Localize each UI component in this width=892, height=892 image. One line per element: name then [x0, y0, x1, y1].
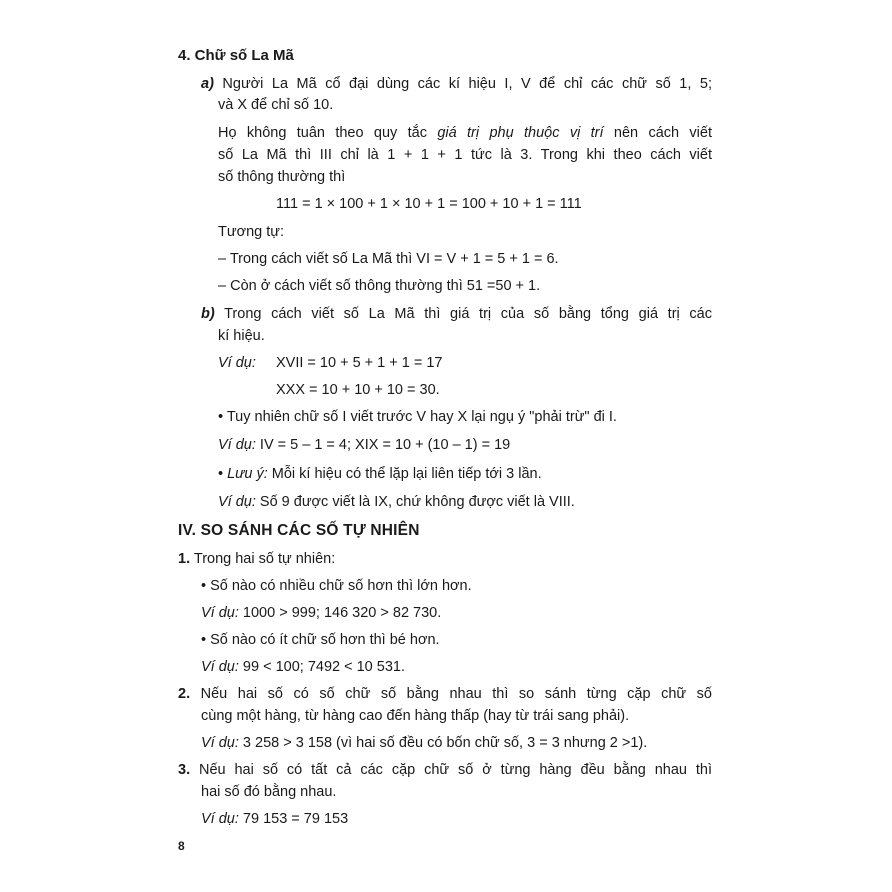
- section-4a-line-2: và X để chỉ số 10.: [218, 97, 334, 113]
- iv-example-label-1: Ví dụ:: [201, 605, 239, 621]
- page-number: 8: [178, 839, 185, 853]
- example-label-2: Ví dụ:: [218, 437, 256, 453]
- iv-item-3-example: [201, 810, 348, 828]
- iv-item-2-line-1: [178, 685, 712, 703]
- bullet-note-prefix: •: [218, 466, 228, 482]
- para-2-start: Họ không tuân theo quy tắc: [218, 125, 427, 141]
- iv-item-3-number: 3.: [178, 762, 191, 778]
- iv-item-2-example: [201, 734, 647, 752]
- bullet-subtract-rule: • Tuy nhiên chữ số I viết trước V hay X lại ngụ ý "phải trừ" đi I.: [218, 409, 617, 425]
- iv-item-2-line-2: cùng một hàng, từ hàng cao đến hàng thấp (hay từ trái sang phải).: [201, 708, 630, 724]
- section-4-heading: 4. Chữ số La Mã: [178, 47, 294, 64]
- note-label: Lưu ý:: [227, 466, 268, 482]
- example-xxx: XXX = 10 + 10 + 10 = 30.: [276, 382, 440, 398]
- section-4a-para-2-line-3: số thông thường thì: [218, 169, 346, 185]
- dash-item-1: – Trong cách viết số La Mã thì VI = V + 1 = 5 + 1 = 6.: [218, 251, 559, 267]
- section-4a-para-2-line-1: [218, 124, 712, 142]
- example-xvii: XVII = 10 + 5 + 1 + 1 = 17: [276, 355, 443, 371]
- similar-label: Tương tự:: [218, 224, 284, 240]
- example-line-ix: [218, 493, 575, 511]
- iv-item-1-bullet-1: • Số nào có nhiều chữ số hơn thì lớn hơn.: [201, 578, 472, 594]
- iv-example-label-3: Ví dụ:: [201, 735, 239, 751]
- section-4b-line-2: kí hiệu.: [218, 328, 265, 344]
- iv-example-4: 79 153 = 79 153: [242, 811, 349, 827]
- item-label-a: a): [201, 76, 214, 92]
- para-2-italic-term: giá trị phụ thuộc vị trí: [437, 125, 604, 141]
- section-4a-text-1: Người La Mã cổ đại dùng các kí hiệu I, V để chỉ các chữ số 1, 5;: [222, 76, 712, 92]
- iv-item-1-example-2: [201, 658, 405, 676]
- section-4a-line-1: [201, 75, 712, 93]
- example-label-1: Ví dụ:: [218, 355, 256, 371]
- item-label-b: b): [201, 306, 215, 322]
- section-4a-para-2-line-2: số La Mã thì III chỉ là 1 + 1 + 1 tức là 3. Trong khi theo cách viết: [218, 147, 712, 163]
- example-label-3: Ví dụ:: [218, 494, 256, 510]
- para-2-end: nên cách viết: [613, 125, 712, 141]
- iv-item-1-example-1: [201, 604, 441, 622]
- iv-item-1-bullet-2: • Số nào có ít chữ số hơn thì bé hơn.: [201, 632, 440, 648]
- note-text: Mỗi kí hiệu có thể lặp lại liên tiếp tới 3 lần.: [271, 466, 542, 482]
- iv-example-label-4: Ví dụ:: [201, 811, 239, 827]
- section-IV-heading: IV. SO SÁNH CÁC SỐ TỰ NHIÊN: [178, 522, 420, 539]
- iv-item-1-text: Trong hai số tự nhiên:: [193, 551, 336, 567]
- iv-example-3: 3 258 > 3 158 (vì hai số đều có bốn chữ số, 3 = 3 nhưng 2 >1).: [242, 735, 648, 751]
- section-4b-text-1: Trong cách viết số La Mã thì giá trị của số bằng tổng giá trị các: [224, 306, 712, 322]
- iv-item-1: [178, 550, 335, 568]
- iv-example-1: 1000 > 999; 146 320 > 82 730.: [242, 605, 442, 621]
- example-iv-xix: IV = 5 – 1 = 4; XIX = 10 + (10 – 1) = 19: [259, 437, 511, 453]
- iv-item-3-line-1: [178, 761, 712, 779]
- iv-item-3-text-1: Nếu hai số có tất cả các cặp chữ số ở từng hàng đều bằng nhau thì: [199, 762, 712, 778]
- iv-item-1-number: 1.: [178, 551, 191, 567]
- iv-item-2-text-1: Nếu hai số có số chữ số bằng nhau thì so sánh từng cặp chữ số: [200, 686, 712, 702]
- dash-item-2: – Còn ở cách viết số thông thường thì 51 =50 + 1.: [218, 278, 541, 294]
- iv-example-2: 99 < 100; 7492 < 10 531.: [242, 659, 405, 675]
- example-ix: Số 9 được viết là IX, chứ không được viết là VIII.: [259, 494, 575, 510]
- bullet-note: [218, 465, 542, 483]
- formula-111: 111 = 1 × 100 + 1 × 10 + 1 = 100 + 10 + 1 = 111: [276, 196, 582, 212]
- example-line-iv: [218, 436, 510, 454]
- iv-example-label-2: Ví dụ:: [201, 659, 239, 675]
- section-4b-line-1: [201, 305, 712, 323]
- iv-item-2-number: 2.: [178, 686, 191, 702]
- iv-item-3-line-2: hai số đó bằng nhau.: [201, 784, 337, 800]
